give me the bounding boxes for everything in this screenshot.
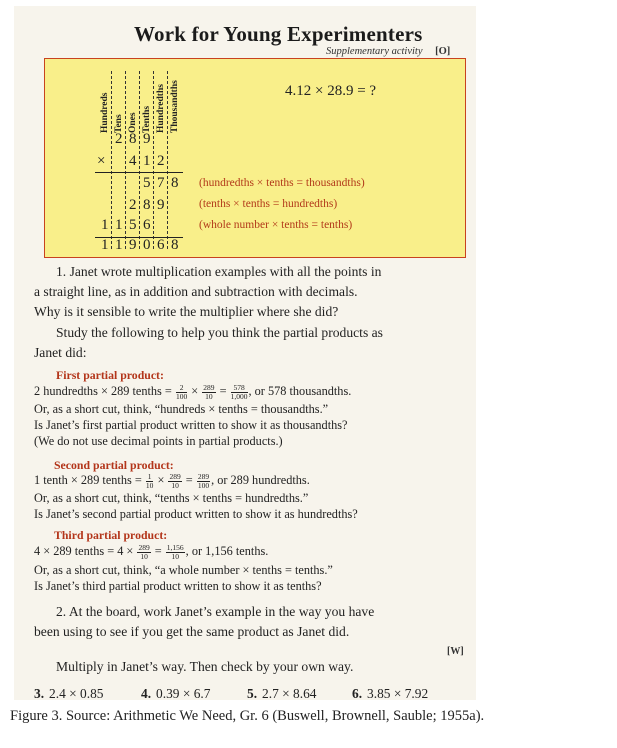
digit: 6 [143, 217, 151, 233]
text-run: , or 1,156 tenths. [185, 544, 269, 558]
supplementary-text: Supplementary activity [326, 46, 423, 57]
col-head-ones: Ones [128, 112, 138, 133]
text-run: , or 289 hundredths. [211, 473, 310, 487]
col-head-tens: Tens [114, 114, 124, 133]
denominator: 1,000 [230, 391, 248, 401]
equals-sign: = [185, 473, 193, 487]
first-partial-line-1 [34, 383, 351, 401]
digit: 1 [115, 237, 123, 253]
page-title: Work for Young Experimenters [134, 22, 423, 46]
equals-sign: = [219, 384, 227, 398]
second-partial-line-2: Or, as a short cut, think, “tenths × tenths = hundredths.” [34, 491, 309, 505]
rule-line [95, 172, 183, 173]
col-head-tenths: Tenths [142, 105, 152, 133]
exercise-expression: 3.85 × 7.92 [367, 686, 429, 701]
denominator: 100 [197, 480, 210, 490]
digit: 0 [143, 237, 151, 253]
col-head-hundreds: Hundreds [100, 92, 110, 133]
note-hundredths: (tenths × tenths = hundredths) [199, 198, 338, 210]
column-divider [167, 71, 168, 249]
digit: 8 [143, 197, 151, 213]
digit: 8 [129, 131, 137, 147]
col-head-thousandths: Thousandths [170, 80, 180, 133]
fraction [202, 384, 215, 401]
text-run: , or 578 thousandths. [248, 384, 352, 398]
exercise-item [352, 686, 428, 702]
exercise-number: 3. [34, 686, 45, 701]
numerator: 578 [231, 384, 248, 393]
second-partial-line-3: Is Janet’s second partial product written to show it as hundredths? [34, 507, 358, 521]
textbook-page [14, 6, 476, 700]
exercise-number: 4. [141, 686, 152, 701]
first-partial-heading: First partial product: [56, 368, 164, 382]
supplementary-label [326, 46, 450, 57]
second-partial-heading: Second partial product: [54, 458, 174, 472]
digit: 8 [171, 237, 179, 253]
digit: 5 [129, 217, 137, 233]
denominator: 10 [145, 480, 154, 490]
digit: 6 [157, 237, 165, 253]
digit: 5 [143, 175, 151, 191]
digit: 9 [157, 197, 165, 213]
q1-line: a straight line, as in addition and subtraction with decimals. [34, 284, 358, 299]
third-partial-heading: Third partial product: [54, 528, 168, 542]
digit: 1 [115, 217, 123, 233]
third-partial-line-3: Is Janet’s third partial product written to show it as tenths? [34, 579, 322, 593]
digit: 8 [171, 175, 179, 191]
exercise-expression: 2.4 × 0.85 [49, 686, 104, 701]
digit: 2 [157, 153, 165, 169]
numerator: 289 [197, 471, 210, 481]
numerator: 2 [176, 384, 187, 393]
column-divider [153, 71, 154, 249]
digit: 1 [101, 217, 109, 233]
denominator: 10 [205, 391, 213, 401]
digit: 1 [101, 237, 109, 253]
digit: 2 [115, 131, 123, 147]
q1-line: Janet did: [34, 345, 87, 360]
denominator: 10 [171, 551, 179, 561]
note-thousandths: (hundredths × tenths = thousandths) [199, 177, 365, 189]
denominator: 100 [175, 391, 188, 401]
exercise-number: 5. [247, 686, 258, 701]
digit: 4 [129, 153, 137, 169]
figure-caption: Figure 3. Source: Arithmetic We Need, Gr. 6 (Buswell, Brownell, Sauble; 1955a). [10, 708, 485, 724]
col-head-hundredths: Hundredths [156, 84, 166, 133]
digit: 2 [129, 197, 137, 213]
column-divider [111, 71, 112, 249]
work-tag: [W] [447, 646, 464, 657]
column-divider [125, 71, 126, 249]
exercise-item [141, 686, 210, 702]
first-partial-line-2: Or, as a short cut, think, “hundreds × tenths = thousandths.” [34, 402, 329, 416]
fraction [146, 473, 154, 490]
numerator: 289 [138, 542, 150, 552]
denominator: 10 [140, 551, 148, 561]
exercise-item [247, 686, 316, 702]
first-partial-line-4: (We do not use decimal points in partial products.) [34, 434, 283, 448]
digit: 9 [143, 131, 151, 147]
text-run: 1 tenth × 289 tenths = [34, 473, 142, 487]
fraction [166, 544, 185, 561]
fraction [176, 384, 187, 401]
exercise-number: 6. [352, 686, 363, 701]
numerator: 1 [147, 471, 152, 481]
q1-line: Study the following to help you think the partial products as [56, 325, 383, 340]
exercise-expression: 2.7 × 8.64 [262, 686, 317, 701]
note-tenths: (whole number × tenths = tenths) [199, 219, 353, 231]
numerator: 289 [203, 382, 215, 392]
fraction [197, 473, 210, 490]
numerator: 289 [169, 471, 181, 481]
digit: 9 [129, 237, 137, 253]
q2-line: 2. At the board, work Janet’s example in the way you have [56, 604, 375, 619]
q1-line: 1. Janet wrote multiplication examples with all the points in [56, 264, 382, 279]
exercise-item [34, 686, 103, 702]
column-divider [139, 71, 140, 249]
text-run: 4 × 289 tenths = 4 × [34, 544, 134, 558]
times-sign: × [97, 153, 106, 169]
first-partial-line-3: Is Janet’s first partial product written to show it as thousandths? [34, 418, 348, 432]
second-partial-line-1 [34, 472, 310, 490]
q2-instruction: Multiply in Janet’s way. Then check by your own way. [56, 659, 354, 674]
third-partial-line-1 [34, 543, 268, 561]
times-sign: × [157, 473, 165, 487]
fraction [137, 544, 150, 561]
fraction [231, 384, 248, 401]
denominator: 10 [171, 480, 179, 490]
activity-tag: [O] [435, 46, 451, 57]
times-sign: × [191, 384, 199, 398]
q1-line: Why is it sensible to write the multiplier where she did? [34, 304, 339, 319]
digit: 1 [143, 153, 151, 169]
equation: 4.12 × 28.9 = ? [285, 83, 377, 99]
fraction [168, 473, 181, 490]
numerator: 1,156 [166, 542, 184, 552]
q2-line: been using to see if you get the same product as Janet did. [34, 624, 350, 639]
worked-example-box [44, 58, 466, 258]
text-run: 2 hundredths × 289 tenths = [34, 384, 172, 398]
equals-sign: = [154, 544, 162, 558]
digit: 7 [157, 175, 165, 191]
third-partial-line-2: Or, as a short cut, think, “a whole number × tenths = tenths.” [34, 563, 333, 577]
exercise-expression: 0.39 × 6.7 [156, 686, 211, 701]
